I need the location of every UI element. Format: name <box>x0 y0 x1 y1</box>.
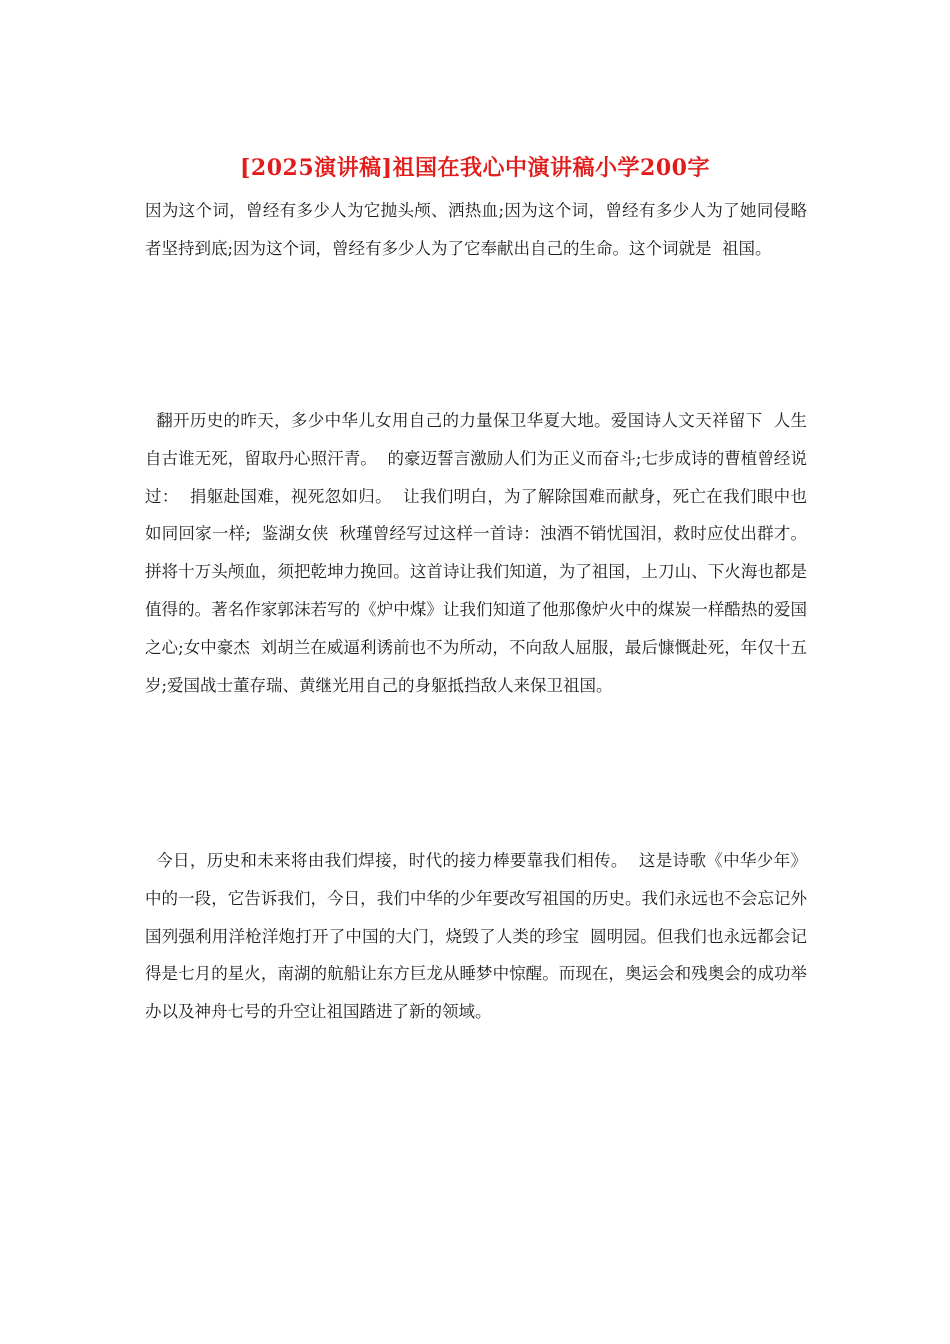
document-title: [2025演讲稿]祖国在我心中演讲稿小学200字 <box>240 155 710 181</box>
paragraph-today: 今日，历史和未来将由我们焊接，时代的接力棒要靠我们相传。 这是诗歌《中华少年》中的一段，它告诉我们，今日，我们中华的少年要改写祖国的历史。我们永远也不会忘记外国列强利用洋枪洋炮打开了中国的大门，烧毁了人类的珍宝 圆明园。但我们也永远都会记得是七月的星火，南湖的航船让东方巨龙从睡梦中惊醒。而现在，奥运会和残奥会的成功举办以及神舟七号的升空让祖国踏进了新的领域。 <box>145 851 807 1022</box>
paragraph-history: 翻开历史的昨天，多少中华儿女用自己的力量保卫华夏大地。爱国诗人文天祥留下 人生自古谁无死，留取丹心照汗青。 的豪迈誓言激励人们为正义而奋斗;七步成诗的曹植曾经说过： 捐躯赴国难，视死忽如归。 让我们明白，为了解除国难而献身，死亡在我们眼中也如同回家一样; 鉴湖女侠 秋瑾曾经写过这样一首诗：浊酒不销忧国泪，救时应仗出群才。拼将十万头颅血，须把乾坤力挽回。这首诗让我们知道，为了祖国，上刀山、下火海也都是值得的。著名作家郭沫若写的《炉中煤》让我们知道了他那像炉火中的煤炭一样酷热的爱国之心;女中豪杰 刘胡兰在威逼利诱前也不为所动，不向敌人屈服，最后慷慨赴死，年仅十五岁;爱国战士董存瑞、黄继光用自己的身躯抵挡敌人来保卫祖国。 <box>145 411 807 695</box>
paragraph-intro: 因为这个词，曾经有多少人为它抛头颅、洒热血;因为这个词，曾经有多少人为了她同侵略者坚持到底;因为这个词，曾经有多少人为了它奉献出自己的生命。这个词就是 祖国。 <box>145 201 807 258</box>
